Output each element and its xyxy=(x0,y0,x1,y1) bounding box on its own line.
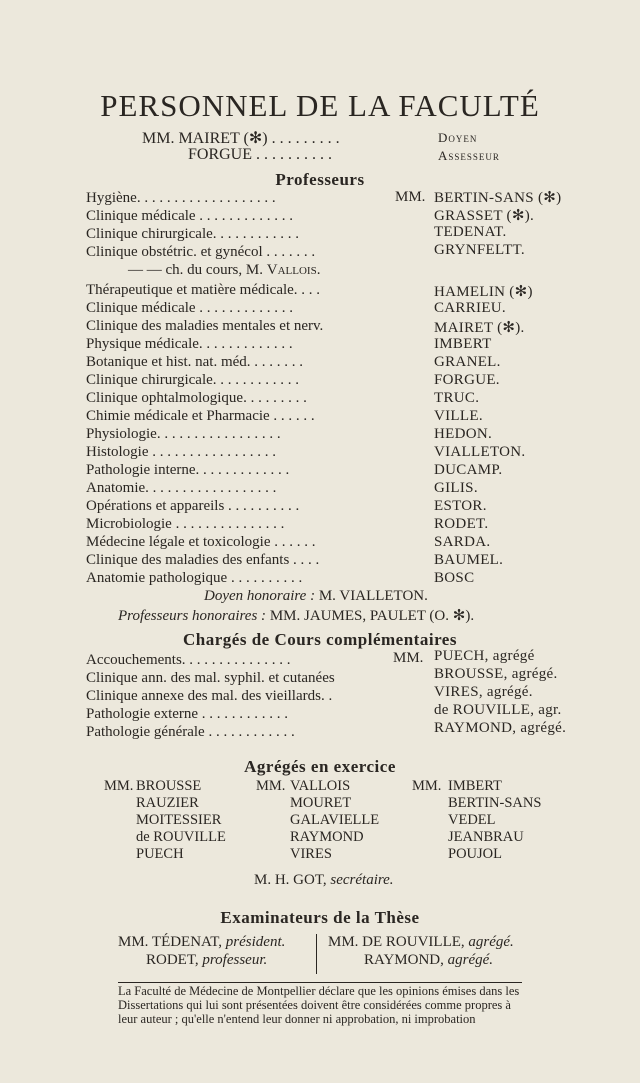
agreges-heading: Agrégés en exercice xyxy=(244,757,396,776)
dean-line: MM. MAIRET (✻) . . . . . . . . . xyxy=(142,130,340,147)
secretary-line: M. H. GOT, secrétaire. xyxy=(254,872,394,888)
assessor-role: Assesseur xyxy=(438,148,500,163)
agrege-name: VEDEL xyxy=(448,812,496,828)
subject-row: Clinique ophtalmologique. . . . . . . . . xyxy=(86,390,307,406)
subject-row: Clinique des maladies mentales et nerv. xyxy=(86,318,324,334)
agreges-mm-1: MM. xyxy=(104,778,134,794)
examiners-divider xyxy=(316,934,317,974)
professor-name: GRYNFELTT. xyxy=(434,242,525,258)
examiner-president: MM. TÉDENAT, président. xyxy=(118,934,286,950)
professor-name: ESTOR. xyxy=(434,498,487,514)
subject-row: Hygiène. . . . . . . . . . . . . . . . . . . xyxy=(86,190,276,206)
subject-row: Anatomie. . . . . . . . . . . . . . . . . . xyxy=(86,480,277,496)
subject-row: Clinique médicale . . . . . . . . . . . . . xyxy=(86,208,294,224)
professeurs-mm: MM. xyxy=(395,189,426,205)
professor-name: RODET. xyxy=(434,516,489,532)
lecturer-name: VIRES, agrégé. xyxy=(434,684,533,700)
footnote-rule xyxy=(118,982,522,983)
subject-row: Microbiologie . . . . . . . . . . . . . . . xyxy=(86,516,285,532)
professor-name: BAUMEL. xyxy=(434,552,504,568)
professor-name: VILLE. xyxy=(434,408,483,424)
subject-row: Clinique chirurgicale. . . . . . . . . . . . xyxy=(86,226,300,242)
subject-row: Clinique annexe des mal. des vieillards. . xyxy=(86,688,333,704)
subject-row: Clinique chirurgicale. . . . . . . . . . . . xyxy=(86,372,300,388)
professor-name: DUCAMP. xyxy=(434,462,503,478)
agrege-name: BROUSSE xyxy=(136,778,202,794)
lecturer-name: de ROUVILLE, agr. xyxy=(434,702,562,718)
professor-name: HEDON. xyxy=(434,426,493,442)
professor-name: TEDENAT. xyxy=(434,224,507,240)
agrege-name: GALAVIELLE xyxy=(290,812,380,828)
agrege-name: POUJOL xyxy=(448,846,502,862)
agrege-name: RAUZIER xyxy=(136,795,199,811)
examinateurs-heading: Examinateurs de la Thèse xyxy=(220,908,420,927)
agrege-name: BERTIN-SANS xyxy=(448,795,542,811)
subject-row: Histologie . . . . . . . . . . . . . . . . . xyxy=(86,444,276,460)
professor-name: GRASSET (✻). xyxy=(434,208,535,224)
agreges-mm-2: MM. xyxy=(256,778,286,794)
page-title: PERSONNEL DE LA FACULTÉ xyxy=(100,88,540,123)
lecturer-name: PUECH, agrégé xyxy=(434,648,535,664)
professor-name: SARDA. xyxy=(434,534,491,550)
charges-heading: Chargés de Cours complémentaires xyxy=(183,630,457,649)
professeurs-honoraires: Professeurs honoraires : MM. JAUMES, PAULET (O. ✻). xyxy=(118,608,475,624)
lecturer-name: RAYMOND, agrégé. xyxy=(434,720,567,736)
agreges-column-2 xyxy=(290,778,379,863)
dean-role: Doyen xyxy=(438,130,478,145)
agrege-name: MOURET xyxy=(290,795,352,811)
professor-name: VIALLETON. xyxy=(434,444,526,460)
examiner-agrege-2: RAYMOND, agrégé. xyxy=(364,952,494,968)
professeurs-heading: Professeurs xyxy=(275,170,365,189)
agreges-column-1 xyxy=(136,778,226,863)
agrege-name: PUECH xyxy=(136,846,184,862)
professor-name: BERTIN-SANS (✻) xyxy=(434,190,562,206)
subject-row: Médecine légale et toxicologie . . . . . . xyxy=(86,534,316,550)
subject-row: — — ch. du cours, M. Vallois. xyxy=(128,262,321,278)
professor-name: GILIS. xyxy=(434,480,478,496)
agrege-name: RAYMOND xyxy=(290,829,364,845)
subject-row: Clinique ann. des mal. syphil. et cutanées xyxy=(86,670,335,686)
lecturer-name: BROUSSE, agrégé. xyxy=(434,666,558,682)
subject-row: Anatomie pathologique . . . . . . . . . . xyxy=(86,570,303,586)
assessor-line: FORGUE . . . . . . . . . . xyxy=(188,146,333,163)
subject-row: Thérapeutique et matière médicale. . . . xyxy=(86,282,321,298)
agrege-name: MOITESSIER xyxy=(136,812,222,828)
professor-name: MAIRET (✻). xyxy=(434,320,525,336)
subject-row: Opérations et appareils . . . . . . . . . . xyxy=(86,498,300,514)
professor-name: IMBERT xyxy=(434,336,492,352)
agrege-name: VIRES xyxy=(290,846,332,862)
agrege-name: JEANBRAU xyxy=(448,829,524,845)
subject-row: Pathologie générale . . . . . . . . . . . . xyxy=(86,724,295,740)
agrege-name: IMBERT xyxy=(448,778,502,794)
subject-row: Accouchements. . . . . . . . . . . . . . . xyxy=(86,652,291,668)
professor-name: FORGUE. xyxy=(434,372,500,388)
subject-row: Botanique et hist. nat. méd. . . . . . . . xyxy=(86,354,304,370)
agrege-name: de ROUVILLE xyxy=(136,829,226,845)
agreges-column-3 xyxy=(448,778,541,863)
examiner-professor: RODET, professeur. xyxy=(146,952,268,968)
professor-name: CARRIEU. xyxy=(434,300,506,316)
subject-row: Chimie médicale et Pharmacie . . . . . . xyxy=(86,408,315,424)
professor-name: BOSC xyxy=(434,570,475,586)
subject-row: Pathologie interne. . . . . . . . . . . . . xyxy=(86,462,290,478)
examiner-agrege-1: MM. DE ROUVILLE, agrégé. xyxy=(328,934,514,950)
subject-row: Clinique médicale . . . . . . . . . . . . . xyxy=(86,300,294,316)
agreges-mm-3: MM. xyxy=(412,778,442,794)
disclaimer-footnote: La Faculté de Médecine de Montpellier déclare que les opinions émises dans les Dissertations qui lui sont présentées doivent être considérées comme propres à leur auteur ; qu'elle n'entend leur donner ni approbation, ni improbation xyxy=(118,984,520,1026)
doyen-honoraire: Doyen honoraire : M. VIALLETON. xyxy=(204,588,428,604)
subject-row: Clinique obstétric. et gynécol . . . . . . . xyxy=(86,244,316,260)
subject-row: Pathologie externe . . . . . . . . . . . . xyxy=(86,706,289,722)
subject-row: Physiologie. . . . . . . . . . . . . . . . . xyxy=(86,426,281,442)
professor-name: TRUC. xyxy=(434,390,480,406)
professor-name: GRANEL. xyxy=(434,354,501,370)
subject-row: Physique médicale. . . . . . . . . . . . . xyxy=(86,336,293,352)
charges-mm: MM. xyxy=(393,650,424,666)
subject-row: Clinique des maladies des enfants . . . . xyxy=(86,552,320,568)
professor-name: HAMELIN (✻) xyxy=(434,284,533,300)
agrege-name: VALLOIS xyxy=(290,778,351,794)
